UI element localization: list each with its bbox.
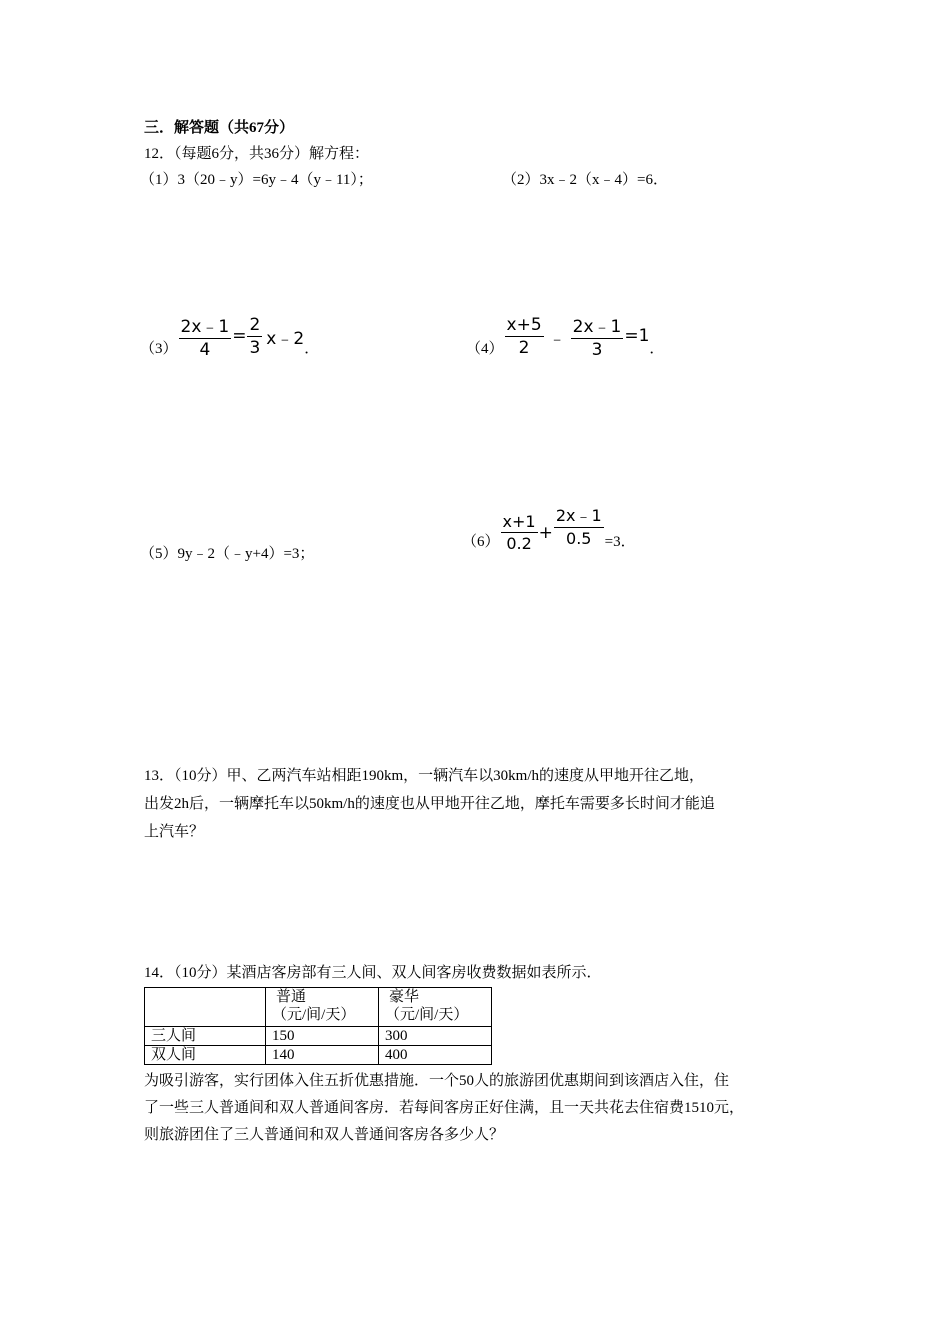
q12-problem-2: （2）3x﹣2（x﹣4）=6． [502, 172, 668, 188]
room-type-cell: 三人间 [145, 1027, 266, 1046]
numerator: 2 [249, 314, 261, 335]
fraction [179, 312, 232, 360]
q14-line-3: 则旅游团住了三人普通间和双人普通间客房各多少人？ [144, 1127, 505, 1143]
room-type-cell: 双人间 [145, 1046, 266, 1065]
header-unit: （元/间/天） [272, 1007, 356, 1023]
header-unit: （元/间/天） [385, 1007, 469, 1023]
denominator: 3 [591, 340, 603, 360]
numerator: x+1 [502, 512, 536, 531]
normal-price-cell: 150 [266, 1027, 379, 1046]
table-header-normal [266, 988, 379, 1027]
table-header-row [145, 988, 492, 1027]
q13-line-1: 13．（10分）甲、乙两汽车站相距190km，一辆汽车以30km/h的速度从甲地开往乙地， [144, 768, 705, 784]
denominator: 0.2 [506, 534, 532, 553]
plus-sign: + [538, 522, 553, 543]
q12-problem-1: （1）3（20﹣y）=6y﹣4（y﹣11）； [140, 172, 373, 188]
q12-intro: 12．（每题6分，共36分）解方程： [144, 146, 370, 162]
header-title: 豪华 [389, 989, 420, 1005]
denominator: 0.5 [566, 529, 592, 548]
fraction [247, 315, 262, 358]
q12-problem-6 [462, 506, 636, 553]
denominator: 4 [199, 340, 211, 360]
denominator: 3 [249, 337, 261, 358]
luxury-price-cell: 400 [379, 1046, 492, 1065]
minus-sign: ﹣ [548, 328, 566, 349]
expression-tail: x﹣2 [266, 328, 305, 349]
q14-intro: 14．（10分）某酒店客房部有三人间、双人间客房收费数据如表所示． [144, 965, 602, 981]
numerator: 2x﹣1 [554, 503, 604, 528]
q12-problem-3 [140, 312, 319, 360]
table-corner-cell [145, 988, 266, 1027]
equals-sign: = [232, 326, 247, 346]
normal-price-cell: 140 [266, 1046, 379, 1065]
problem-4-label: （4） [466, 341, 504, 357]
numerator: 2x﹣1 [571, 312, 624, 339]
table-header-luxury [379, 988, 492, 1027]
section-heading: 三．解答题（共67分） [144, 120, 295, 136]
numerator: 2x﹣1 [179, 312, 232, 339]
q12-problem-5: （5）9y﹣2（﹣y+4）=3； [140, 546, 315, 562]
period: ． [304, 341, 320, 357]
luxury-price-cell: 300 [379, 1027, 492, 1046]
problem-3-label: （3） [140, 341, 178, 357]
q14-line-1: 为吸引游客，实行团体入住五折优惠措施．一个50人的旅游团优惠期间到该酒店入住，住 [144, 1073, 730, 1089]
q13-line-2: 出发2h后，一辆摩托车以50km/h的速度也从甲地开往乙地，摩托车需要多长时间才能追 [144, 796, 715, 812]
q13-text [144, 762, 824, 846]
q14-text [144, 1068, 824, 1149]
fraction [554, 503, 604, 548]
expression-tail: =3． [604, 534, 636, 550]
period: ． [649, 341, 665, 357]
denominator: 2 [518, 337, 530, 358]
fraction [571, 312, 624, 360]
numerator: x+5 [506, 314, 542, 335]
problem-6-label: （6） [462, 534, 500, 550]
room-fee-table [144, 987, 492, 1065]
header-title: 普通 [276, 989, 307, 1005]
fraction [505, 315, 544, 358]
q14-line-2: 了一些三人普通间和双人普通间客房．若每间客房正好住满，且一天共花去住宿费1510元， [144, 1100, 745, 1116]
table-row [145, 1027, 492, 1046]
q12-problem-4 [466, 312, 664, 360]
fraction [501, 512, 538, 553]
q13-line-3: 上汽车？ [144, 824, 205, 840]
table-row [145, 1046, 492, 1065]
expression-tail: =1 [624, 326, 650, 346]
